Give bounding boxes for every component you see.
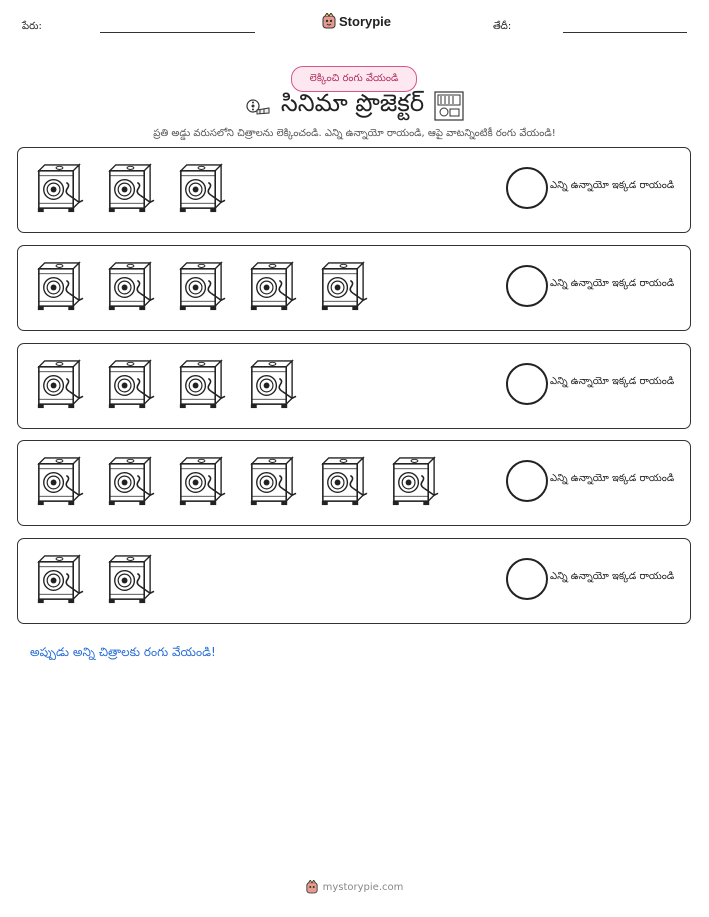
brand-name: Storypie <box>339 13 392 29</box>
name-label: పేరు: <box>22 21 42 32</box>
film-projector-icon[interactable] <box>314 454 369 509</box>
answer-circle[interactable] <box>506 363 548 405</box>
film-projector-icon[interactable] <box>30 552 85 607</box>
title-row <box>0 88 709 124</box>
answer-label: ఎన్ని ఉన్నాయో ఇక్కడ రాయండి <box>550 278 675 289</box>
brand-logo <box>322 13 391 29</box>
answer-label: ఎన్ని ఉన్నాయో ఇక్కడ రాయండి <box>550 571 675 582</box>
answer-label: ఎన్ని ఉన్నాయో ఇక్కడ రాయండి <box>550 376 675 387</box>
film-projector-icon[interactable] <box>101 161 156 216</box>
site-footer <box>0 880 709 894</box>
film-projector-icon[interactable] <box>314 259 369 314</box>
projector-group <box>30 357 314 412</box>
projector-group <box>30 161 243 216</box>
answer-label: ఎన్ని ఉన్నాయో ఇక్కడ రాయండి <box>550 473 675 484</box>
answer-circle[interactable] <box>506 265 548 307</box>
counting-row <box>17 147 691 233</box>
page-title: సినిమా ప్రొజెక్టర్ <box>280 89 425 117</box>
counting-row <box>17 245 691 331</box>
storypie-logo-icon <box>322 13 336 29</box>
counting-row <box>17 440 691 526</box>
instruction-text: ప్రతి అడ్డు వరుసలోని చిత్రాలను లెక్కించండి. ఎన్ని ఉన్నాయో రాయండి, ఆపై వాటన్నింటికీ రంగు వేయండి! <box>153 128 556 139</box>
storypie-logo-icon <box>306 880 318 894</box>
counting-row <box>17 343 691 429</box>
film-projector-icon[interactable] <box>172 161 227 216</box>
film-projector-icon[interactable] <box>101 552 156 607</box>
film-projector-icon[interactable] <box>101 357 156 412</box>
projector-group <box>30 454 456 509</box>
film-projector-icon[interactable] <box>30 454 85 509</box>
film-projector-icon[interactable] <box>101 259 156 314</box>
film-projector-icon[interactable] <box>243 454 298 509</box>
answer-circle[interactable] <box>506 460 548 502</box>
color-all-note: అప్పుడు అన్ని చిత్రాలకు రంగు వేయండి! <box>30 645 216 659</box>
film-projector-icon[interactable] <box>243 259 298 314</box>
site-url: mystorypie.com <box>322 881 404 893</box>
film-projector-icon[interactable] <box>385 454 440 509</box>
worksheet-header <box>0 12 709 40</box>
answer-label: ఎన్ని ఉన్నాయో ఇక్కడ రాయండి <box>550 180 675 191</box>
film-projector-icon[interactable] <box>30 259 85 314</box>
film-projector-icon[interactable] <box>172 454 227 509</box>
film-projector-icon[interactable] <box>101 454 156 509</box>
film-projector-icon[interactable] <box>172 259 227 314</box>
date-write-line[interactable] <box>563 32 687 33</box>
answer-circle[interactable] <box>506 167 548 209</box>
film-projector-icon[interactable] <box>30 161 85 216</box>
date-label: తేదీ: <box>493 21 512 32</box>
film-reel-icon <box>245 95 271 117</box>
name-write-line[interactable] <box>100 32 255 33</box>
counting-row <box>17 538 691 624</box>
film-projector-icon[interactable] <box>172 357 227 412</box>
projector-group <box>30 552 172 607</box>
activity-badge: లెక్కించి రంగు వేయండి <box>291 66 417 92</box>
answer-circle[interactable] <box>506 558 548 600</box>
film-projector-icon[interactable] <box>243 357 298 412</box>
projector-booth-icon <box>434 91 464 121</box>
film-projector-icon[interactable] <box>30 357 85 412</box>
projector-group <box>30 259 385 314</box>
